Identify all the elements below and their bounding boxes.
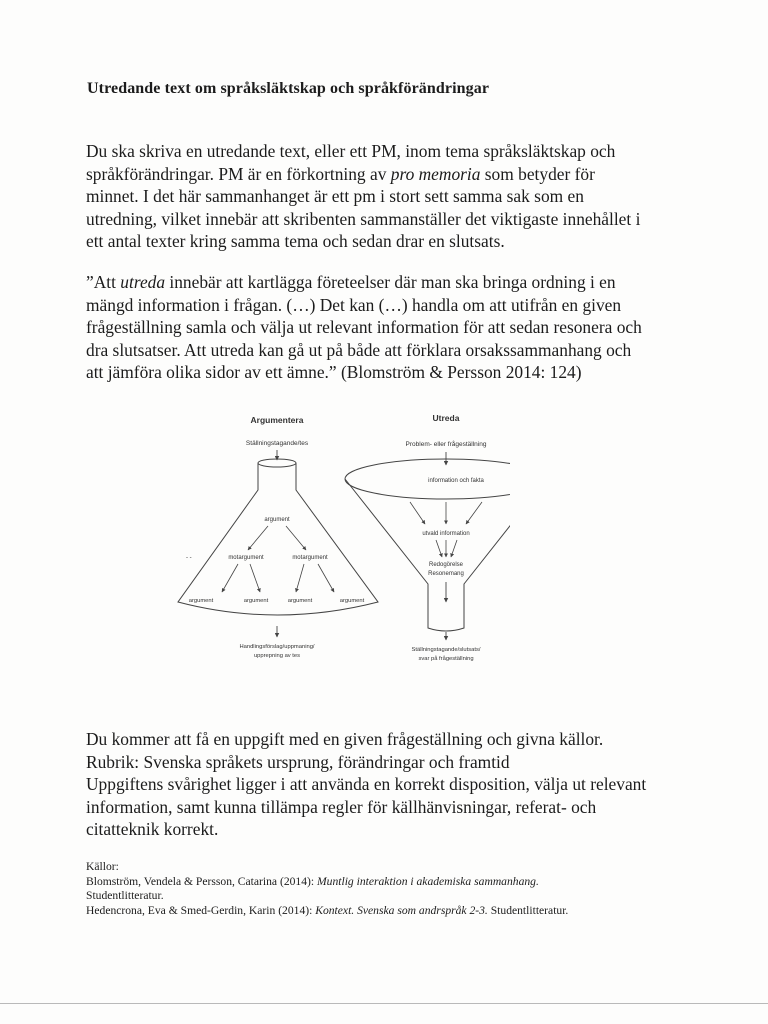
intro-line: ett antal texter kring samma tema och sedan drar en slutsats. bbox=[86, 231, 505, 252]
sources-heading: Källor: bbox=[86, 860, 119, 873]
motargument-label: motargument bbox=[228, 555, 264, 561]
quote-text: innebär att kartlägga företeelser där man ska bringa ordning i en bbox=[165, 272, 616, 292]
argument-label: argument bbox=[188, 598, 214, 604]
argument-label: argument bbox=[243, 598, 269, 604]
source-authors: Blomström, Vendela & Persson, Catarina (2014): bbox=[86, 874, 317, 888]
info-label: information och fakta bbox=[428, 478, 484, 484]
utreda-heading: Utreda bbox=[432, 413, 460, 423]
motargument-label: motargument bbox=[292, 555, 328, 561]
task-paragraph bbox=[86, 728, 686, 841]
arrow-icon bbox=[466, 502, 482, 524]
argumentera-utreda-diagram bbox=[170, 402, 510, 677]
arrow-icon bbox=[436, 540, 442, 557]
quote-emphasis: utreda bbox=[120, 272, 166, 292]
arrow-icon bbox=[296, 564, 304, 592]
argument-label: argument bbox=[264, 517, 290, 523]
quote-line: att jämföra olika sidor av ett ämne.” (Blomström & Persson 2014: 124) bbox=[86, 362, 582, 383]
task-line: Du kommer att få en uppgift med en given frågeställning och givna källor. bbox=[86, 729, 604, 749]
utreda-figure bbox=[345, 413, 510, 662]
account-label: Redogörelse bbox=[428, 562, 464, 568]
task-heading-line: Rubrik: Svenska språkets ursprung, förändringar och framtid bbox=[86, 751, 510, 772]
dotted-arrow-icon: - - bbox=[186, 555, 192, 561]
argumentera-figure bbox=[178, 415, 378, 659]
source-publisher: Studentlitteratur. bbox=[487, 903, 569, 917]
intro-emphasis: pro memoria bbox=[390, 163, 481, 184]
result-label: upprepning av tes bbox=[253, 653, 301, 659]
conclusion-label: Ställningstagande/slutsats/ bbox=[411, 647, 481, 653]
source-authors: Hedencrona, Eva & Smed-Gerdin, Karin (2014): bbox=[86, 903, 316, 917]
source-title: Muntlig interaktion i akademiska sammanhang. bbox=[317, 874, 539, 888]
quote-line: mängd information i frågan. (…) Det kan (…) handla om att utifrån en given bbox=[86, 294, 622, 315]
arrow-icon bbox=[410, 502, 425, 524]
bottle-shape bbox=[178, 463, 378, 615]
quote-line: dra slutsatser. Att utreda kan gå ut på både att förklara orsakssammanhang och bbox=[86, 339, 632, 360]
quote-line: frågeställning samla och välja ut relevant information för att sedan resonera och bbox=[86, 317, 642, 338]
arrow-icon bbox=[286, 526, 306, 550]
problem-label: Problem- eller frågeställning bbox=[405, 441, 487, 448]
arrow-icon bbox=[318, 564, 334, 592]
arrow-icon bbox=[250, 564, 260, 592]
intro-line: minnet. I det här sammanhanget är ett pm i stort sett samma sak som en bbox=[86, 186, 584, 207]
document-title: Utredande text om språksläktskap och språkförändringar bbox=[87, 80, 490, 97]
source-publisher: Studentlitteratur. bbox=[86, 889, 164, 903]
quote-text: ”Att bbox=[86, 272, 121, 292]
task-line: information, samt kunna tillämpa regler för källhänvisningar, referat- och bbox=[86, 796, 597, 817]
conclusion-label: svar på frågeställning bbox=[418, 656, 474, 662]
arrow-icon bbox=[451, 540, 457, 557]
result-label: Handlingsförslag/uppmaning/ bbox=[239, 644, 315, 650]
argument-label: argument bbox=[287, 598, 313, 604]
task-line: Uppgiftens svårighet ligger i att använda en korrekt disposition, välja ut relevant bbox=[86, 774, 647, 795]
argumentera-heading: Argumentera bbox=[250, 415, 304, 425]
intro-text: som betyder för bbox=[480, 163, 595, 184]
intro-line: utredning, vilket innebär att skribenten sammanställer det viktigaste innehållet i bbox=[86, 208, 641, 229]
page-edge bbox=[0, 1003, 768, 1004]
intro-line: Du ska skriva en utredande text, eller ett PM, inom tema språksläktskap och bbox=[86, 141, 616, 161]
thesis-label: Ställningstagande/tes bbox=[245, 440, 309, 447]
argument-label: argument bbox=[339, 598, 365, 604]
task-line: citatteknik korrekt. bbox=[86, 819, 219, 840]
quote-line bbox=[86, 271, 686, 294]
arrow-icon bbox=[222, 564, 238, 592]
source-entry bbox=[86, 904, 568, 919]
intro-paragraph bbox=[86, 140, 686, 253]
source-title: Kontext. Svenska som andrspråk 2-3. bbox=[315, 903, 488, 917]
funnel-shape bbox=[345, 479, 510, 631]
sources-section bbox=[86, 860, 568, 918]
quote-paragraph bbox=[86, 271, 686, 384]
arrow-icon bbox=[248, 526, 268, 550]
reasoning-label: Resonemang bbox=[428, 571, 464, 577]
source-entry bbox=[86, 875, 568, 890]
intro-line bbox=[86, 163, 686, 186]
selected-info-label: utvald information bbox=[422, 531, 470, 537]
intro-text: språkförändringar. PM är en förkortning av bbox=[86, 163, 391, 184]
bottle-neck-top bbox=[258, 459, 296, 467]
